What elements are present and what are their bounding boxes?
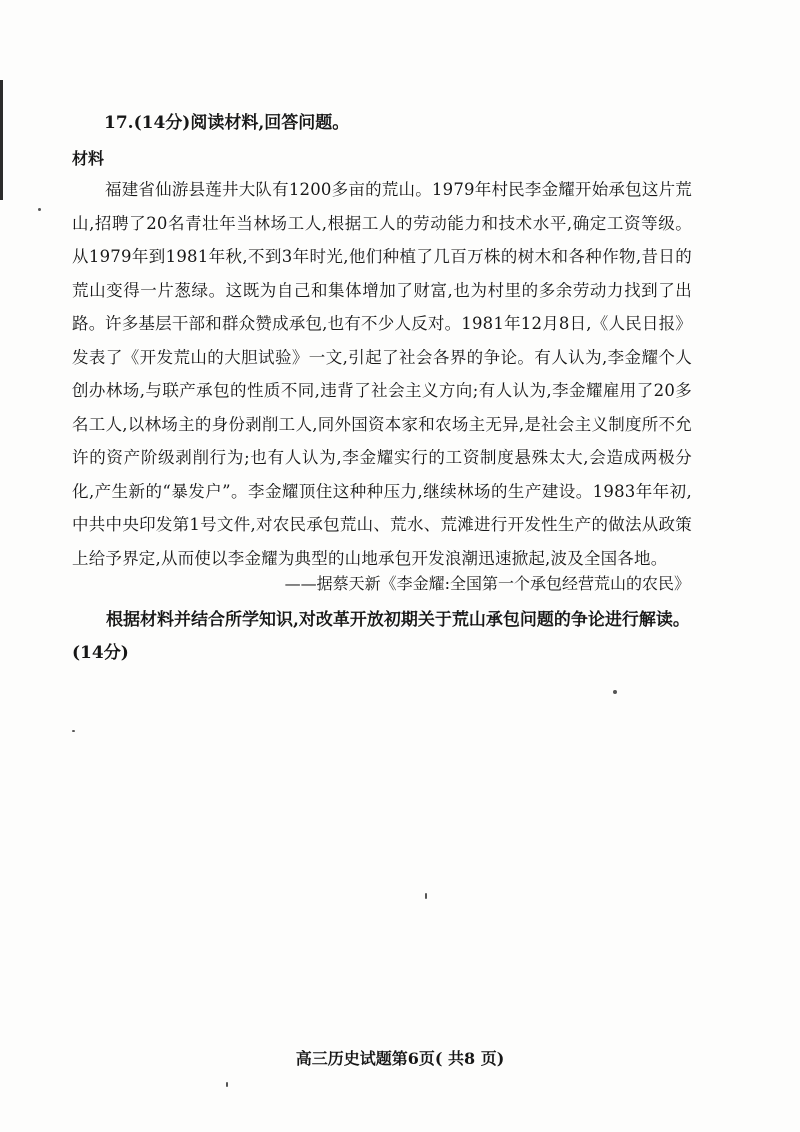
question-title: 17.(14分)阅读材料,回答问题。 [104,113,350,133]
scan-speck [38,208,41,211]
material-paragraph: 福建省仙游县莲井大队有1200多亩的荒山。1979年村民李金耀开始承包这片荒山,招聘了20名青壮年当林场工人,根据工人的劳动能力和技术水平,确定工资等级。从1979年到1981年秋,不到3年时光,他们种植了几百万株的树木和各种作物,昔日的荒山变得一片葱绿。这既为自己和集体增加了财富,也为村里的多余劳动力找到了出路。 [72,180,692,333]
material-paragraph-2-block [72,307,692,575]
question-prompt: 根据材料并结合所学知识,对改革开放初期关于荒山承包问题的争论进行解读。 [106,610,690,630]
scan-speck [425,893,427,899]
question-prompt-score: (14分) [72,643,129,663]
scan-speck [613,690,617,694]
scan-speck [72,730,75,732]
material-label: 材料 [72,149,105,168]
material-citation: ——据蔡天新《李金耀:全国第一个承包经营荒山的农民》 [284,574,690,593]
question-prompt-block [72,604,697,670]
material-paragraph: 许多基层干部和群众赞成承包,也有不少人反对。1981年12月8日,《人民日报》发表了《开发荒山的大胆试验》一文,引起了社会各界的争论。有人认为,李金耀个人创办林场,与联产承包的性质不同,违背了社会主义方向;有人认为,李金耀雇用了20多名工人,以林场主的身份剥削工人,同外国资本家和农场主无异,是社会主义制度所不允许的资产阶级剥削行为;也有人认为,李金耀实行的工资制度悬殊太大,会造成两极分化,产生新的“暴发户”。李金耀顶住这种种压力,继续林场的生产建设。1983年年初,中共中央印发第1号文件,对农民承包荒山、荒水、荒滩进行开发性生产的做法从政策上给予界定,从而使以李金耀为典型的山地承包开发浪潮迅速掀起,波及全国各地。 [72,314,692,568]
page-footer: 高三历史试题第6页( 共8 页) [295,1049,505,1068]
scan-edge-mark [0,80,3,200]
scan-speck [226,1082,228,1087]
